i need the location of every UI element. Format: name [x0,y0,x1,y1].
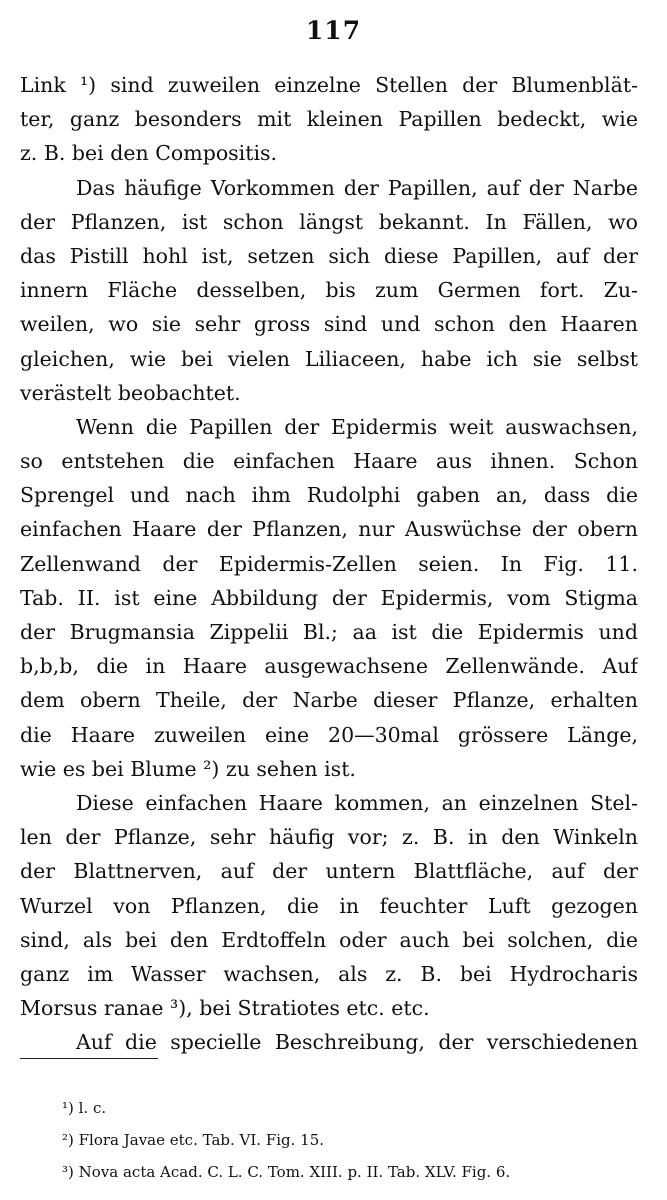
footnote: ¹) l. c. [62,1099,107,1117]
text-line: Diese einfachen Haare kommen, an einzelnen Stel- [76,790,638,815]
text-line: ganz im Wasser wachsen, als z. B. bei Hydrocharis [20,961,638,986]
text-line: Wenn die Papillen der Epidermis weit auswachsen, [76,414,638,439]
text-line: len der Pflanze, sehr häufig vor; z. B. in den Winkeln [20,825,638,850]
text-line: Zellenwand der Epidermis-Zellen seien. In Fig. 11. [20,551,638,576]
footnote: ³) Nova acta Acad. C. L. C. Tom. XIII. p. II. Tab. XLV. Fig. 6. [62,1163,511,1181]
text-line: sind, als bei den Erdtoffeln oder auch bei solchen, die [20,927,638,952]
text-line: Das häufige Vorkommen der Papillen, auf der Narbe [76,175,638,200]
text-line: b,b,b, die in Haare ausgewachsene Zellenwände. Auf [20,654,638,679]
text-line: so entstehen die einfachen Haare aus ihnen. Schon [20,449,638,474]
text-line: der Blattnerven, auf der untern Blattfläche, auf der [20,859,638,884]
footnote-rule [20,1058,158,1059]
text-line: Tab. II. ist eine Abbildung der Epidermis, vom Stigma [20,585,638,610]
text-line: der Brugmansia Zippelii Bl.; aa ist die Epidermis und [20,620,638,644]
text-line: wie es bei Blume ²) zu sehen ist. [20,756,356,781]
text-line: das Pistill hohl ist, setzen sich diese Papillen, auf der [20,243,638,268]
text-line: gleichen, wie bei vielen Liliaceen, habe ich sie selbst [20,346,638,371]
text-line: z. B. bei den Compositis. [20,141,278,166]
body-text [20,68,638,1059]
text-line: ter, ganz besonders mit kleinen Papillen bedeckt, wie [20,107,638,132]
text-line: einfachen Haare der Pflanzen, nur Auswüchse der obern [20,517,638,542]
text-line: Link ¹) sind zuweilen einzelne Stellen der Blumenblät- [20,73,638,97]
text-line: Sprengel und nach ihm Rudolphi gaben an, dass die [20,483,638,508]
text-line: die Haare zuweilen eine 20—30mal grössere Länge, [20,722,638,747]
footnote: ²) Flora Javae etc. Tab. VI. Fig. 15. [62,1131,325,1149]
text-line: verästelt beobachtet. [20,380,241,405]
text-line: Wurzel von Pflanzen, die in feuchter Luft gezogen [20,893,638,918]
text-line: dem obern Theile, der Narbe dieser Pflanze, erhalten [20,688,638,713]
text-line: Morsus ranae ³), bei Stratiotes etc. etc. [20,996,430,1021]
page-number: 117 [305,16,362,45]
text-line: der Pflanzen, ist schon längst bekannt. In Fällen, wo [20,209,638,234]
text-line: weilen, wo sie sehr gross sind und schon den Haaren [20,312,638,337]
text-line: Auf die specielle Beschreibung, der verschiedenen [76,1030,638,1055]
footnotes [62,1092,642,1188]
text-line: innern Fläche desselben, bis zum Germen fort. Zu- [20,278,638,303]
